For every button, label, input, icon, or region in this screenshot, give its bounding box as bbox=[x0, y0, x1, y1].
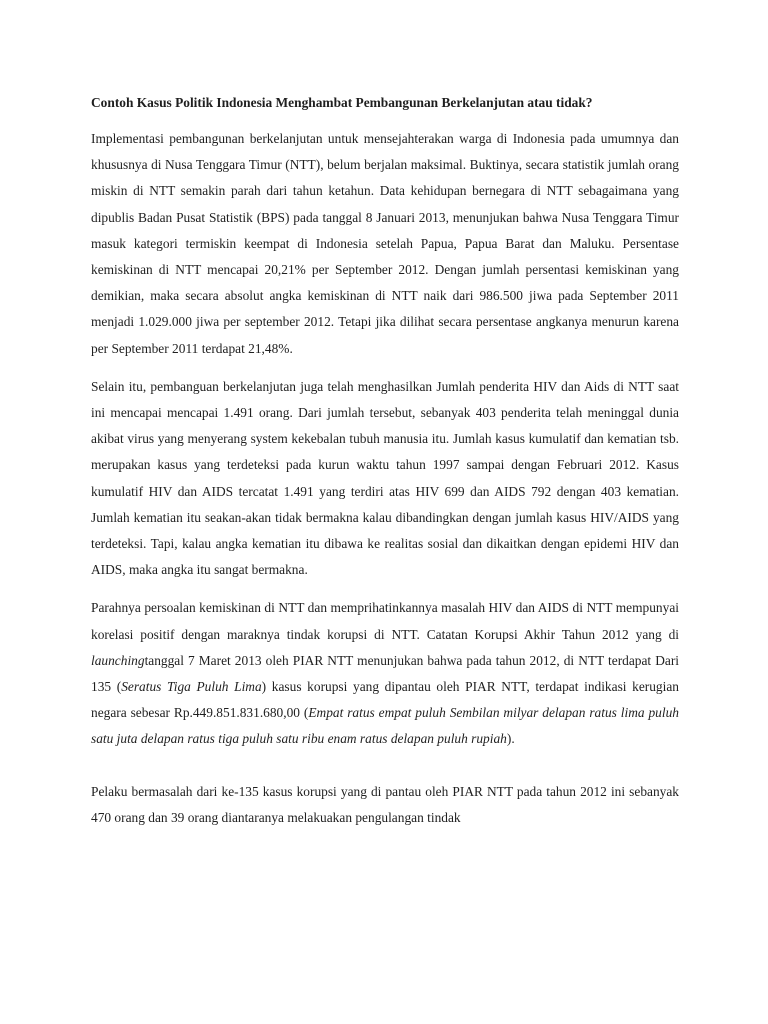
paragraph-corruption-italic-launching: launching bbox=[91, 652, 145, 668]
paragraph-corruption-text-2: tanggal 7 Maret 2013 oleh PIAR NTT menunjukan bahwa pada tahun 2012, di NTT terdapat Dari 135 ( bbox=[91, 652, 679, 695]
document-title: Contoh Kasus Politik Indonesia Menghambat Pembangunan Berkelanjutan atau tidak? bbox=[91, 95, 593, 110]
paragraph-corruption-text-1: Parahnya persoalan kemiskinan di NTT dan memprihatinkannya masalah HIV dan AIDS di NTT mempunyai korelasi positif dengan maraknya tindak korupsi di NTT. Catatan Korupsi Akhir Tahun 2012 yang di bbox=[91, 600, 679, 642]
paragraph-perpetrators: Pelaku bermasalah dari ke-135 kasus korupsi yang di pantau oleh PIAR NTT pada tahun 2012 ini sebanyak 470 orang dan 39 orang diantaranya melakuakan pengulangan tindak bbox=[91, 783, 679, 825]
document-page bbox=[91, 90, 679, 843]
paragraph-hiv-aids: Selain itu, pembanguan berkelanjutan juga telah menghasilkan Jumlah penderita HIV dan Aids di NTT saat ini mencapai mencapai 1.491 orang. Dari jumlah tersebut, sebanyak 403 penderita telah meninggal dunia akibat virus yang menyerang system kekebalan tubuh manusia itu. Jumlah kasus kumulatif dan kematian tsb. merupakan kasus yang terdeteksi pada kurun waktu tahun 1997 sampai dengan Februari 2012. Kasus kumulatif HIV dan AIDS tercatat 1.491 yang terdiri atas HIV 699 dan AIDS 792 dengan 403 kematian. Jumlah kematian itu seakan-akan tidak bermakna kalau dibandingkan dengan jumlah kasus HIV/AIDS yang terdeteksi. Tapi, kalau angka kematian itu dibawa ke realitas sosial dan dikaitkan dengan epidemi HIV dan AIDS, maka angka itu sangat bermakna. bbox=[91, 378, 679, 578]
paragraph-corruption-text-3: ) kasus korupsi yang dipantau oleh PIAR NTT, terdapat indikasi kerugian negara sebesar Rp.449.851.831.680,00 ( bbox=[91, 679, 679, 721]
paragraph-corruption-italic-amount: Empat ratus empat puluh Sembilan milyar delapan ratus lima puluh satu juta delapan ratus tiga puluh satu ribu enam ratus delapan puluh rupiah bbox=[91, 705, 679, 747]
paragraph-corruption bbox=[91, 595, 679, 752]
paragraph-poverty: Implementasi pembangunan berkelanjutan untuk mensejahterakan warga di Indonesia pada umumnya dan khususnya di Nusa Tenggara Timur (NTT), belum berjalan maksimal. Buktinya, secara statistik jumlah orang miskin di NTT semakin parah dari tahun ketahun. Data kehidupan bernegara di NTT sebagaimana yang dipublis Badan Pusat Statistik (BPS) pada tanggal 8 Januari 2013, menunjukan bahwa Nusa Tenggara Timur masuk kategori termiskin keempat di Indonesia setelah Papua, Papua Barat dan Maluku. Persentase kemiskinan di NTT mencapai 20,21% per September 2012. Dengan jumlah persentasi kemiskinan yang demikian, maka secara absolut angka kemiskinan di NTT naik dari 986.500 jiwa pada September 2011 menjadi 1.029.000 jiwa per september 2012. Tetapi jika dilihat secara persentase angkanya menurun karena per September 2011 terdapat 21,48%. bbox=[91, 131, 679, 356]
paragraph-corruption-text-4: ). bbox=[506, 731, 515, 747]
paragraph-corruption-italic-count: Seratus Tiga Puluh Lima bbox=[121, 679, 262, 695]
